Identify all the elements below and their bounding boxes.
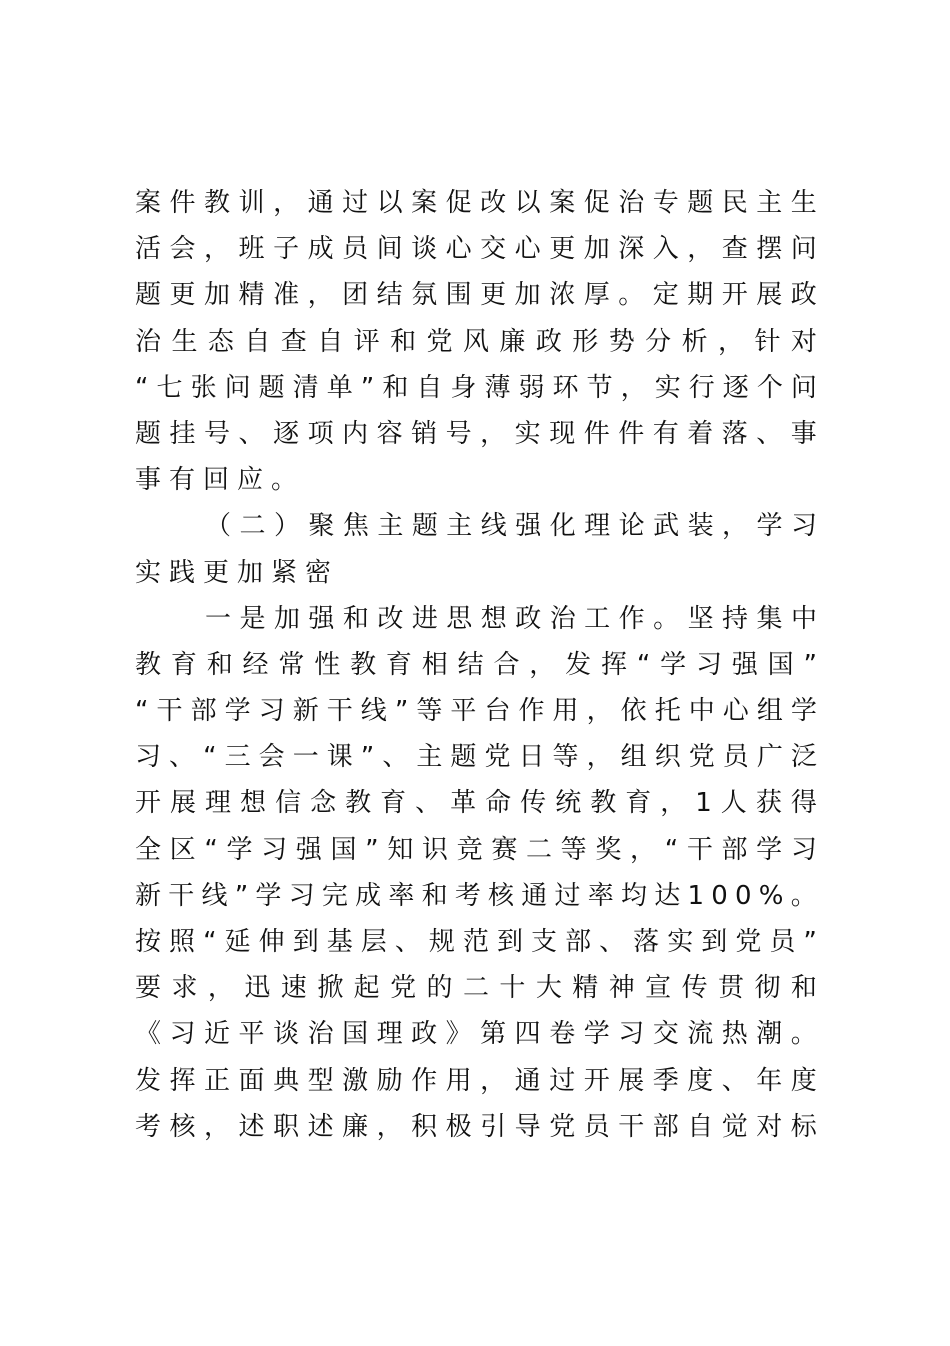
text-line: 要 求 ， 迅 速 掀 起 党 的 二 十 大 精 神 宣 传 贯 彻 和 [135, 973, 817, 1004]
text-line: “ 干 部 学 习 新 干 线 ” 等 平 台 作 用 ， 依 托 中 心 组 学 [135, 696, 817, 727]
text-line: 题 更 加 精 准 ， 团 结 氛 围 更 加 浓 厚 。 定 期 开 展 政 [135, 280, 817, 311]
text-line: 开 展 理 想 信 念 教 育 、 革 命 传 统 教 育 ， 1 人 获 得 [135, 788, 817, 819]
text-line: 新 干 线 ” 学 习 完 成 率 和 考 核 通 过 率 均 达 1 0 0 % 。 [135, 880, 817, 911]
text-line: 教 育 和 经 常 性 教 育 相 结 合 ， 发 挥 “ 学 习 强 国 ” [135, 649, 817, 680]
paragraph-case-lessons [135, 180, 817, 503]
text-line: 考 核 ， 述 职 述 廉 ， 积 极 引 导 党 员 干 部 自 觉 对 标 [135, 1111, 817, 1142]
text-line: 案 件 教 训 ， 通 过 以 案 促 改 以 案 促 治 专 题 民 主 生 [135, 188, 817, 218]
paragraph-ideological-work [135, 596, 817, 1150]
document-body [135, 180, 817, 1150]
text-line: 全 区 “ 学 习 强 国 ” 知 识 竞 赛 二 等 奖 ， “ 干 部 学 习 [135, 834, 817, 865]
text-line: “ 七 张 问 题 清 单 ” 和 自 身 薄 弱 环 节 ， 实 行 逐 个 问 [135, 372, 817, 403]
text-line: 一 是 加 强 和 改 进 思 想 政 治 工 作 。 坚 持 集 中 [205, 603, 817, 634]
text-line: 活 会 ， 班 子 成 员 间 谈 心 交 心 更 加 深 入 ， 查 摆 问 [135, 234, 817, 265]
section-heading [135, 503, 817, 595]
text-line: 按 照 “ 延 伸 到 基 层 、 规 范 到 支 部 、 落 实 到 党 员 ” [135, 927, 817, 957]
text-line: 事有回应。 [135, 465, 306, 496]
text-line: 题 挂 号 、 逐 项 内 容 销 号 ， 实 现 件 件 有 着 落 、 事 [135, 418, 817, 449]
text-line: 习 、 “ 三 会 一 课 ” 、 主 题 党 日 等 ， 组 织 党 员 广 泛 [135, 742, 817, 773]
text-line: 治 生 态 自 查 自 评 和 党 风 廉 政 形 势 分 析 ， 针 对 [135, 326, 817, 357]
text-line: 《 习 近 平 谈 治 国 理 政 》 第 四 卷 学 习 交 流 热 潮 。 [135, 1019, 817, 1050]
heading-line: （ 二 ） 聚 焦 主 题 主 线 强 化 理 论 武 装 ， 学 习 [205, 511, 817, 542]
heading-line: 实践更加紧密 [135, 557, 340, 588]
text-line: 发 挥 正 面 典 型 激 励 作 用 ， 通 过 开 展 季 度 、 年 度 [135, 1065, 817, 1096]
